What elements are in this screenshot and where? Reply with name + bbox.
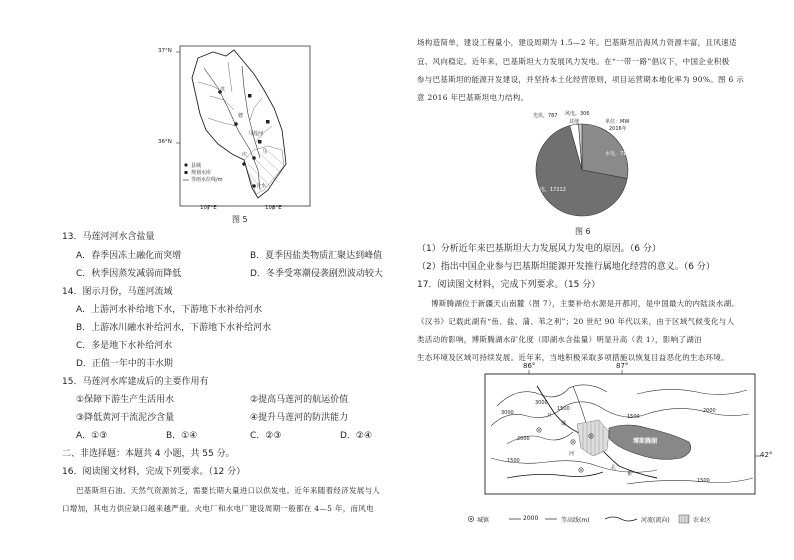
river-char-que: 雀	[627, 471, 633, 477]
q15-option-c: C．②③	[250, 431, 282, 441]
place-label-hong: 洪	[220, 87, 226, 93]
q15-item-1: ①保障下游生产生活用水	[76, 395, 175, 405]
q16-paragraph-line-1: 巴基斯坦石油、天然气资源贫乏，需要长期大量进口以供发电。近年来随着经济发展与人	[76, 486, 381, 495]
contour-label-8: 1500	[627, 414, 640, 420]
q15-option-b: B．①④	[166, 431, 198, 441]
figure-7	[477, 362, 777, 506]
river-label: 马莲河	[248, 131, 264, 137]
legend-reservoir: 规划水库	[191, 170, 212, 176]
q13-option-b: B．夏季因盐类物质汇聚达到峰值	[250, 251, 383, 261]
q13-option-d: D．冬季受寒潮侵袭剧烈波动较大	[250, 269, 383, 279]
lat-37-label: 37°N	[158, 48, 172, 54]
contour-label-7: 3000	[501, 410, 514, 416]
legend-contour-value: 2000	[523, 515, 539, 522]
q17-paragraph-line-2: 《汉书》记载此湖有“鱼、盐、蒲、苇之利”；20 世纪 90 年代以来，由于区域气候变化与人	[417, 317, 735, 326]
lake-label: 博斯腾湖	[633, 438, 658, 445]
river-char-he: 河	[569, 451, 575, 457]
legend-river-label: 河流(流向)	[641, 517, 670, 524]
q13-option-c: C．秋季因蒸发减弱而降低	[76, 269, 182, 279]
q17-stem: 17．阅读图文材料，完成下列要求。（15 分）	[417, 280, 601, 290]
right-paragraph-line-2: 宜、风向稳定。近年来，巴基斯坦大力发展风力发电。在“一带一路”倡议下，中国企业积极	[417, 57, 730, 66]
q16-question-1: （1）分析近年来巴基斯坦大力发展风力发电的原因。（6 分）	[417, 244, 661, 254]
section-2-heading: 二、非选择题：本题共 4 小题，共 55 分。	[62, 449, 235, 459]
q17-paragraph-line-3: 类活动的影响，博斯腾湖水矿化度（即湖水含盐量）明显升高（表 1），影响了湖泊	[417, 335, 702, 344]
lon-108-label: 108°E	[265, 205, 282, 211]
contour-label-4: 2000	[517, 436, 530, 442]
right-paragraph-line-3: 参与巴基斯坦的能源开发建设，并坚持本土化经营原则，项目运营期本地化率为 90%。图 6 示	[417, 75, 745, 84]
place-label-qing: 庆	[242, 152, 248, 158]
pie-label-wind: 风电，306	[565, 111, 590, 117]
q13-option-a: A．春季因冻土融化而突增	[76, 251, 182, 261]
legend-town: 县城	[191, 163, 202, 169]
figure-6-caption: 图 6	[575, 227, 591, 236]
place-label-ma: 马	[262, 149, 268, 155]
right-paragraph-line-4: 意 2016 年巴基斯坦电力结构。	[417, 93, 529, 102]
figure-6-pie	[507, 108, 657, 223]
lat-36-label: 36°N	[158, 139, 172, 145]
fig7-lon-87: 87°	[616, 362, 629, 370]
figure-7-legend	[465, 512, 785, 526]
pie-label-solar: 光伏，787	[533, 113, 558, 119]
river-char-kai: 开	[547, 413, 553, 419]
pie-year-label: 2016年	[609, 126, 627, 132]
q16-stem: 16．阅读图文材料，完成下列要求。（12 分）	[62, 467, 246, 477]
contour-label-3: 1500	[507, 458, 520, 464]
contour-label-2: 2000	[703, 408, 716, 414]
contour-label-1: 3000	[535, 400, 548, 406]
q15-item-3: ③降低黄河干流泥沙含量	[76, 413, 175, 423]
place-label-heshui: 合水	[256, 183, 267, 189]
legend-farm-label: 农业区	[693, 517, 712, 524]
pie-label-hydro: 水电，7116	[605, 151, 633, 157]
figure-5-caption: 图 5	[232, 215, 248, 224]
q14-option-c: C．多是地下水补给河水	[76, 341, 173, 351]
q16-paragraph-line-2: 口增加，其电力供应缺口越来越严重。火电厂和水电厂建设周期一般都在 4—5 年，而风电	[62, 504, 374, 513]
river-char-du: 都	[561, 421, 567, 427]
pie-label-thermal: 火电，17212	[535, 187, 566, 193]
q14-option-d: D．正值一年中的丰水期	[76, 359, 173, 369]
figure-5-map	[158, 38, 318, 213]
figure-7-legend-symbols	[465, 512, 785, 526]
q15-item-2: ②提高马莲河的航运价值	[250, 395, 349, 405]
q14-stem: 14．图示月份，马莲河流域	[62, 287, 173, 297]
q17-paragraph-line-1: 博斯腾湖位于新疆天山南麓（图 7），主要补给水源是开都河，是中国最大的内陆淡水湖。	[431, 299, 740, 308]
legend-contour: 等雨水位线/m	[191, 177, 223, 183]
right-column	[397, 0, 794, 560]
fig7-lon-86: 86°	[523, 362, 536, 370]
legend-contour-label: 等高线(m)	[561, 517, 590, 524]
lon-107-label: 107°E	[200, 205, 217, 211]
q14-option-b: B．上游冰川融水补给河水，下游地下水补给河水	[76, 323, 272, 333]
q17-paragraph-line-4: 生态环境及区域可持续发展。近年来，当地积极采取多项措施以恢复目益恶化的生态环境。	[417, 353, 729, 362]
right-paragraph-line-1: 场构造简单，建设工程量小，建设周期为 1.5—2 年。巴基斯坦沿海风力资源丰富，且风速适	[417, 38, 737, 47]
figure-5	[158, 38, 318, 213]
place-label-de: 德	[238, 113, 244, 119]
legend-town-label: 城镇	[477, 517, 490, 524]
river-char-kong: 孔	[611, 465, 617, 471]
pie-label-other: 其他	[569, 119, 580, 125]
q15-option-a: A．①③	[76, 431, 108, 441]
q16-question-2: （2）指出中国企业参与巴基斯坦能源开发推行属地化经营的意义。（6 分）	[417, 262, 715, 272]
pie-unit-label: 单位：MW	[605, 119, 630, 125]
q14-option-a: A．上游河水补给地下水，下游地下水补给河水	[76, 305, 263, 315]
q13-stem: 13．马莲河河水含盐量	[62, 232, 155, 242]
contour-label-5: 1500	[557, 406, 570, 412]
q15-stem: 15．马莲河水库建成后的主要作用有	[62, 377, 209, 387]
fig7-lat-42: 42°	[760, 451, 773, 459]
contour-label-6: 1500	[697, 478, 710, 484]
figure-6	[507, 108, 657, 223]
q15-item-4: ④提升马莲河的防洪能力	[250, 413, 349, 423]
q15-option-d: D．②④	[340, 431, 373, 441]
